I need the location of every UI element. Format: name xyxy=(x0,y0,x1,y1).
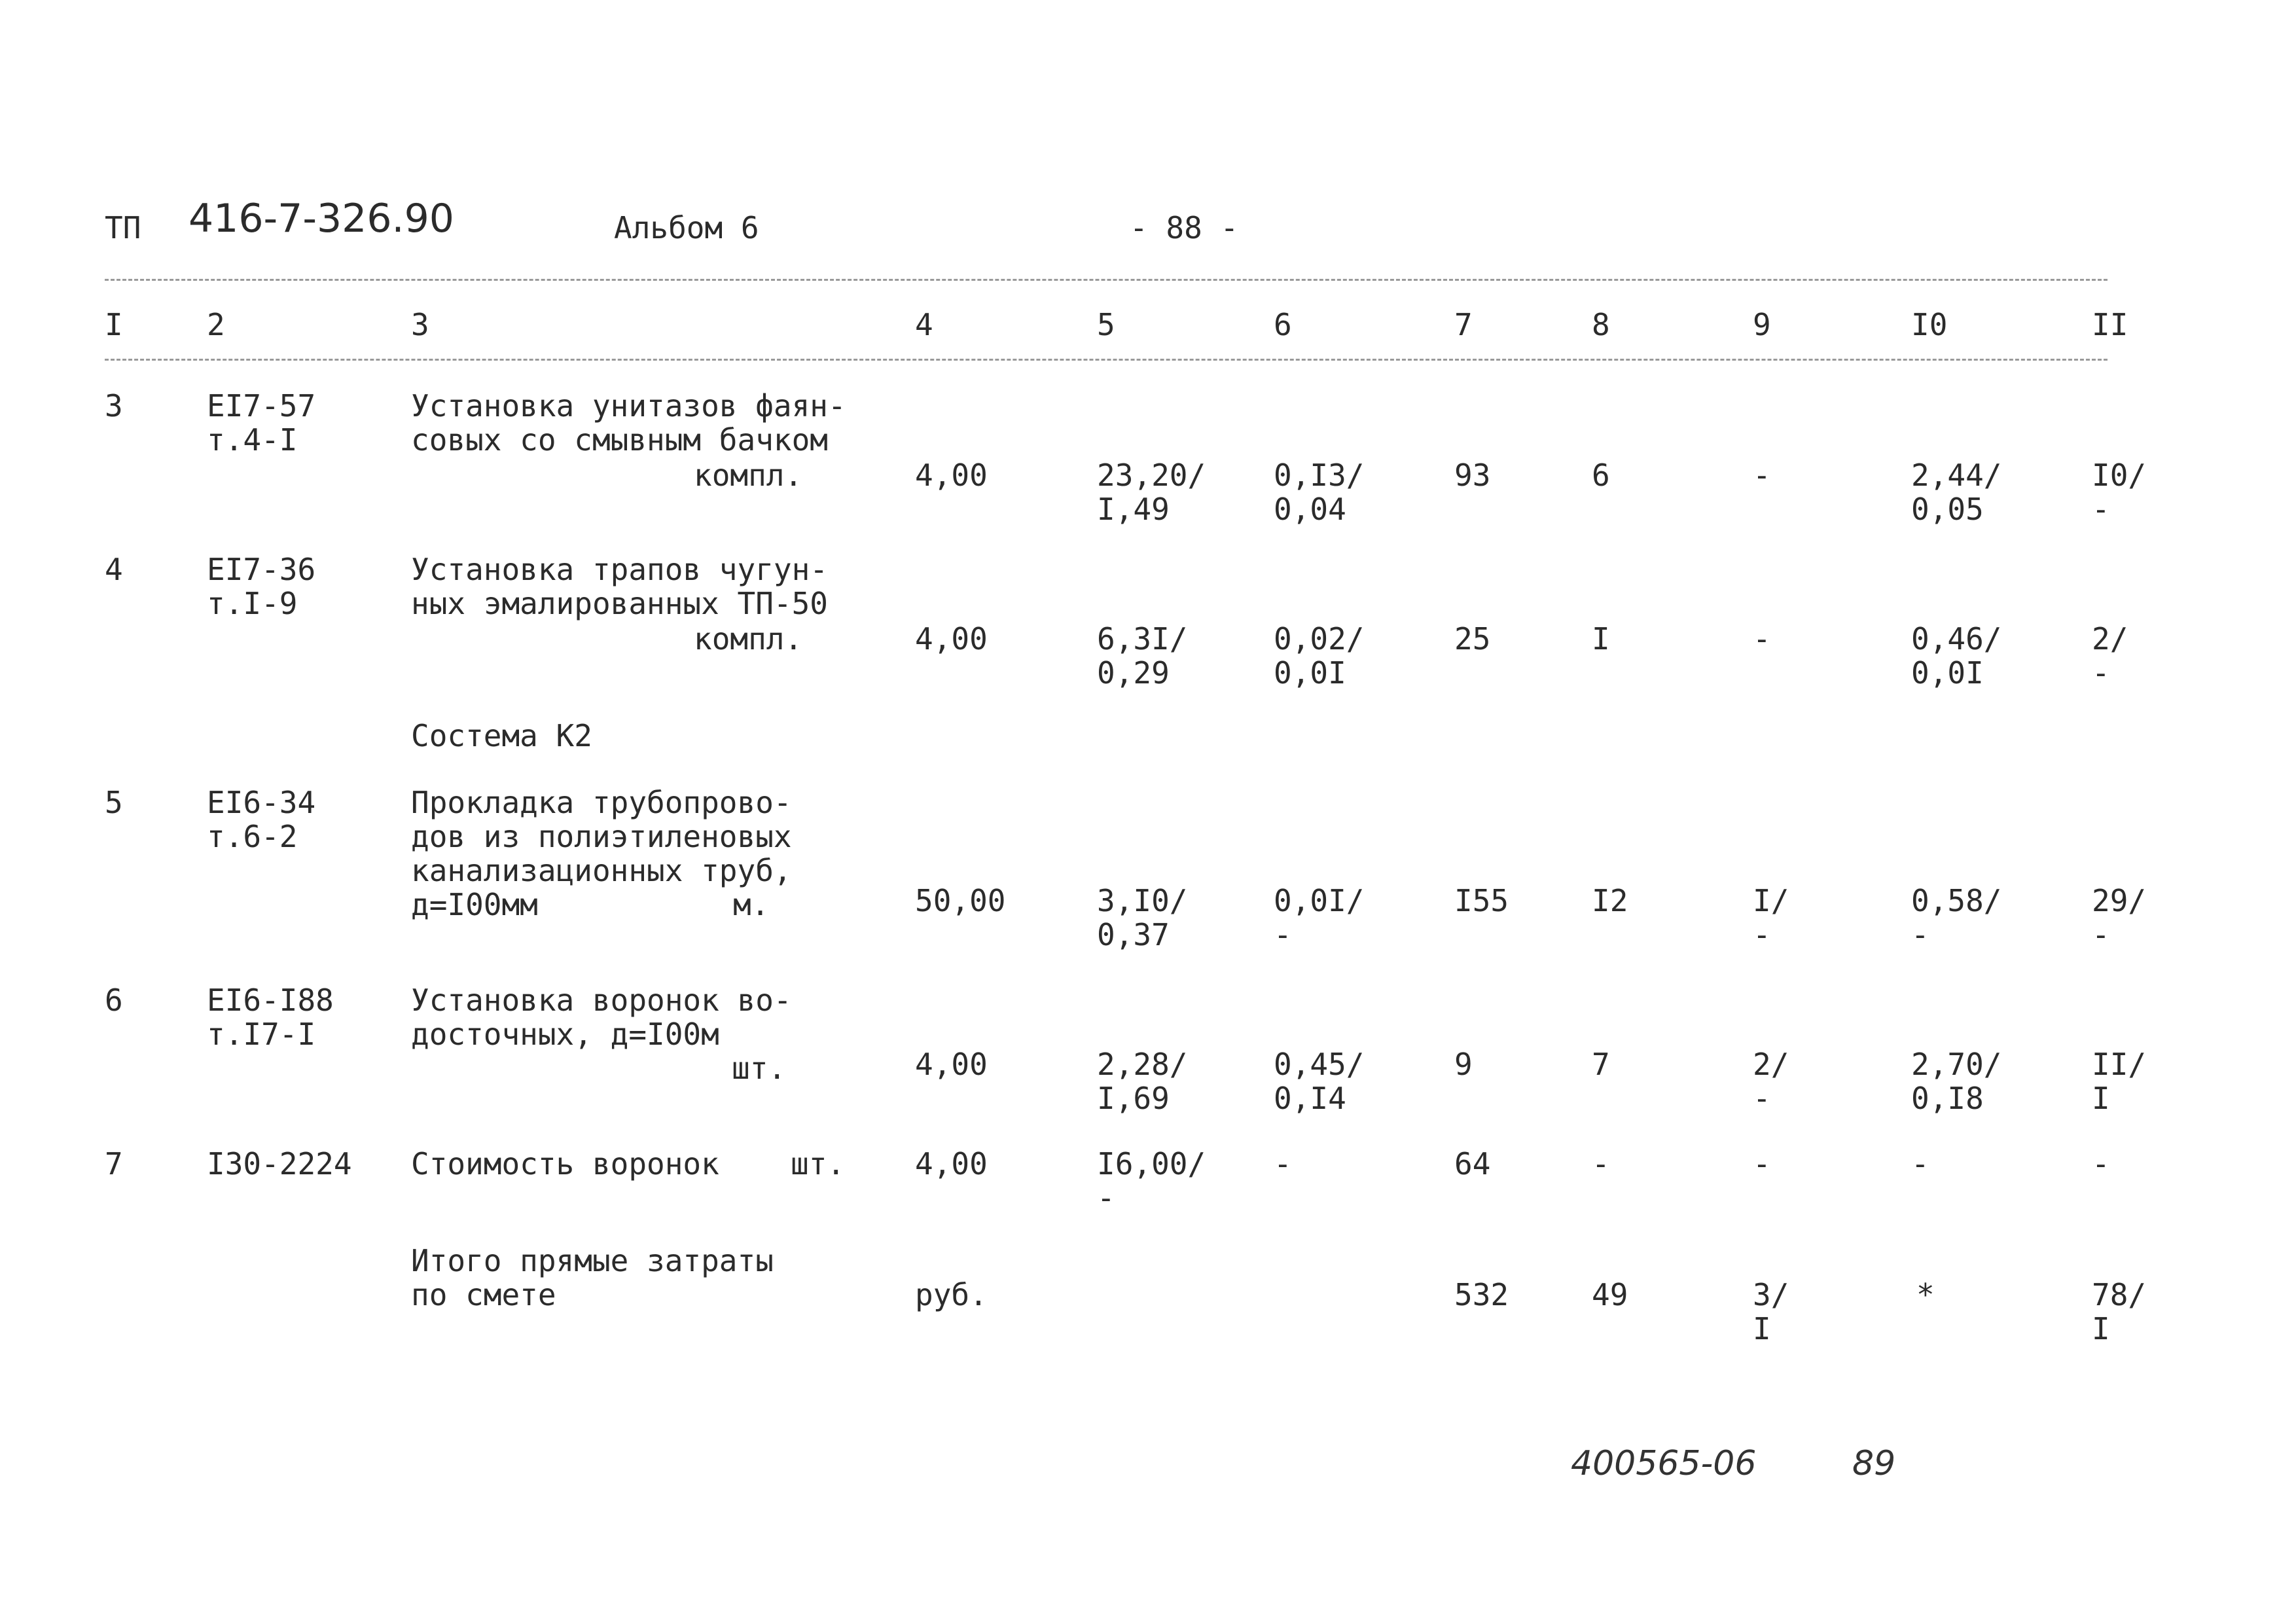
col-num-5: 5 xyxy=(1097,307,1115,342)
name-line-1: Стоимость воронок xyxy=(411,1146,719,1182)
col11-bottom: - xyxy=(2092,492,2110,527)
col9-bottom: - xyxy=(1753,1081,1771,1116)
col5-bottom: I,49 xyxy=(1097,492,1170,527)
name-line-2: совых со смывным бачком xyxy=(411,422,828,458)
row-number: 6 xyxy=(105,983,123,1018)
header-rule xyxy=(105,359,2108,361)
code-line-1: EI7-57 xyxy=(207,388,316,424)
col6-top: - xyxy=(1274,1146,1292,1182)
col7: 25 xyxy=(1454,621,1491,657)
col-num-1: I xyxy=(105,307,123,342)
col5-top: 3,I0/ xyxy=(1097,883,1188,918)
total-col10: * xyxy=(1916,1277,1935,1312)
col7: 93 xyxy=(1454,458,1491,493)
quantity: 4,00 xyxy=(915,458,988,493)
unit: м. xyxy=(733,887,770,922)
col8: I2 xyxy=(1592,883,1628,918)
total-label-line-1: Итого прямые затраты xyxy=(411,1243,774,1278)
col10-bottom: 0,I8 xyxy=(1911,1081,1984,1116)
col-num-3: 3 xyxy=(411,307,429,342)
name-line-4: д=I00мм xyxy=(411,887,538,922)
row-number: 4 xyxy=(105,552,123,587)
total-col9-bottom: I xyxy=(1753,1311,1771,1346)
quantity: 4,00 xyxy=(915,621,988,657)
col10-bottom: - xyxy=(1911,917,1929,952)
unit: компл. xyxy=(694,458,803,493)
code-line-2: т.I7-I xyxy=(207,1017,316,1052)
name-line-1: Установка воронок во- xyxy=(411,983,792,1018)
col7: 9 xyxy=(1454,1047,1473,1082)
col10-top: 0,58/ xyxy=(1911,883,2002,918)
col5-bottom: 0,29 xyxy=(1097,655,1170,691)
col6-bottom: 0,0I xyxy=(1274,655,1346,691)
row-number: 7 xyxy=(105,1146,123,1182)
quantity: 50,00 xyxy=(915,883,1006,918)
code-line-1: EI6-34 xyxy=(207,785,316,820)
col5-top: 23,20/ xyxy=(1097,458,1206,493)
name-line-2: досточных, д=I00м xyxy=(411,1017,719,1052)
col8: 6 xyxy=(1592,458,1610,493)
quantity: 4,00 xyxy=(915,1146,988,1182)
col-num-2: 2 xyxy=(207,307,225,342)
section-title: Состема К2 xyxy=(411,718,592,753)
total-col11-bottom: I xyxy=(2092,1311,2110,1346)
col9-top: - xyxy=(1753,1146,1771,1182)
col8: I xyxy=(1592,621,1610,657)
col10-top: 2,44/ xyxy=(1911,458,2002,493)
col11-top: 2/ xyxy=(2092,621,2128,657)
row-number: 3 xyxy=(105,388,123,424)
col6-bottom: - xyxy=(1274,917,1292,952)
col5-bottom: I,69 xyxy=(1097,1081,1170,1116)
col6-top: 0,45/ xyxy=(1274,1047,1365,1082)
col10-top: - xyxy=(1911,1146,1929,1182)
col5-top: 2,28/ xyxy=(1097,1047,1188,1082)
total-col9-top: 3/ xyxy=(1753,1277,1789,1312)
footer-sheet-number: 89 xyxy=(1852,1444,1896,1483)
col8: 7 xyxy=(1592,1047,1610,1082)
col-num-9: 9 xyxy=(1753,307,1771,342)
col5-bottom: 0,37 xyxy=(1097,917,1170,952)
col10-top: 2,70/ xyxy=(1911,1047,2002,1082)
col-num-6: 6 xyxy=(1274,307,1292,342)
total-col7: 532 xyxy=(1454,1277,1509,1312)
col-num-4: 4 xyxy=(915,307,933,342)
name-line-2: дов из полиэтиленовых xyxy=(411,819,792,854)
col-num-8: 8 xyxy=(1592,307,1610,342)
col11-bottom: - xyxy=(2092,917,2110,952)
col11-top: - xyxy=(2092,1146,2110,1182)
row-number: 5 xyxy=(105,785,123,820)
col9-top: 2/ xyxy=(1753,1047,1789,1082)
col6-bottom: 0,I4 xyxy=(1274,1081,1346,1116)
unit: компл. xyxy=(694,621,803,657)
name-line-3: канализационных труб, xyxy=(411,853,792,888)
col10-top: 0,46/ xyxy=(1911,621,2002,657)
code-line-1: EI7-36 xyxy=(207,552,316,587)
name-line-1: Прокладка трубопрово- xyxy=(411,785,792,820)
col10-bottom: 0,05 xyxy=(1911,492,1984,527)
col9-top: - xyxy=(1753,458,1771,493)
unit: шт. xyxy=(732,1051,787,1086)
col9-top: - xyxy=(1753,621,1771,657)
total-col8: 49 xyxy=(1592,1277,1628,1312)
total-unit: руб. xyxy=(915,1277,988,1312)
col11-top: II/ xyxy=(2092,1047,2147,1082)
col6-top: 0,I3/ xyxy=(1274,458,1365,493)
col8: - xyxy=(1592,1146,1610,1182)
col5-bottom: - xyxy=(1097,1180,1115,1216)
col5-top: I6,00/ xyxy=(1097,1146,1206,1182)
col-num-11: II xyxy=(2092,307,2128,342)
col9-top: I/ xyxy=(1753,883,1789,918)
col11-top: I0/ xyxy=(2092,458,2147,493)
quantity: 4,00 xyxy=(915,1047,988,1082)
code-line-2: т.I-9 xyxy=(207,586,298,621)
col7: I55 xyxy=(1454,883,1509,918)
album-label: Альбом 6 xyxy=(614,210,759,245)
col-num-10: I0 xyxy=(1911,307,1948,342)
col9-bottom: - xyxy=(1753,917,1771,952)
top-rule xyxy=(105,279,2108,281)
code-line-2: т.4-I xyxy=(207,422,298,458)
col7: 64 xyxy=(1454,1146,1491,1182)
tp-label: ТП xyxy=(105,210,141,245)
total-label-line-2: по смете xyxy=(411,1277,556,1312)
col5-top: 6,3I/ xyxy=(1097,621,1188,657)
col11-bottom: - xyxy=(2092,655,2110,691)
name-line-1: Установка трапов чугун- xyxy=(411,552,828,587)
footer-stamp: 400565-06 xyxy=(1571,1444,1757,1483)
col10-bottom: 0,0I xyxy=(1911,655,1984,691)
col-num-7: 7 xyxy=(1454,307,1473,342)
code-line-2: т.6-2 xyxy=(207,819,298,854)
page-number: - 88 - xyxy=(1130,210,1239,245)
unit: шт. xyxy=(791,1146,846,1182)
code-line-1: EI6-I88 xyxy=(207,983,334,1018)
name-line-2: ных эмалированных ТП-50 xyxy=(411,586,828,621)
project-code: 416-7-326.90 xyxy=(188,196,454,242)
name-line-1: Установка унитазов фаян- xyxy=(411,388,846,424)
col11-top: 29/ xyxy=(2092,883,2147,918)
code-line-1: I30-2224 xyxy=(207,1146,352,1182)
col6-top: 0,0I/ xyxy=(1274,883,1365,918)
total-col11-top: 78/ xyxy=(2092,1277,2147,1312)
col6-bottom: 0,04 xyxy=(1274,492,1346,527)
col11-bottom: I xyxy=(2092,1081,2110,1116)
col6-top: 0,02/ xyxy=(1274,621,1365,657)
